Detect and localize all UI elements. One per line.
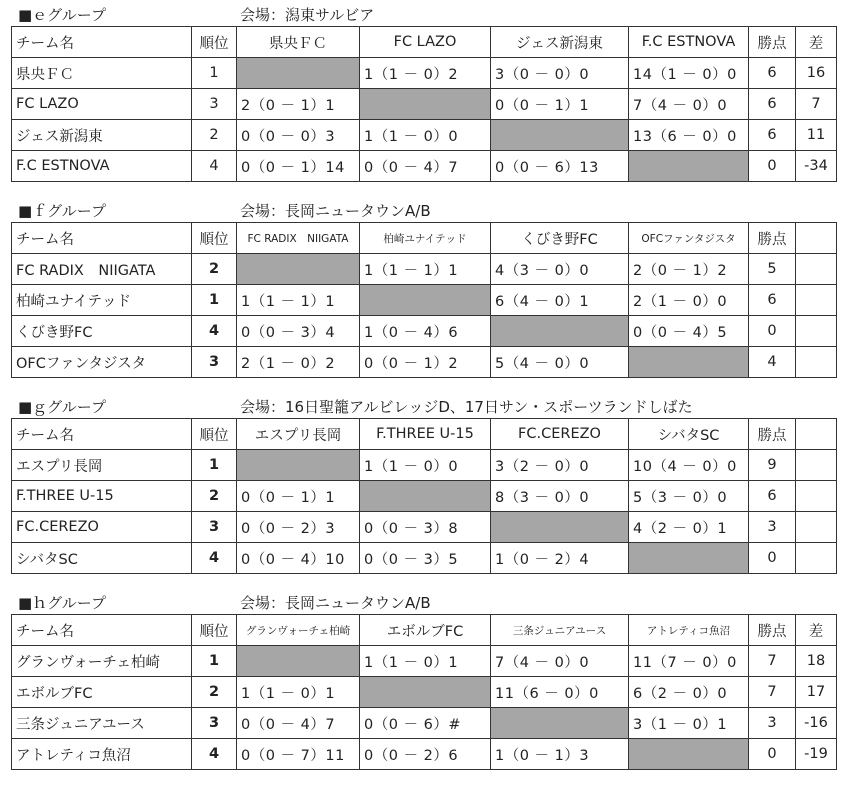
score-cell: 7（4 － 0）0: [491, 646, 629, 677]
score-cell: 0（0 － 4）7: [360, 151, 491, 182]
rank-cell: 4: [192, 151, 237, 182]
column-header: FC RADIX NIIGATA: [237, 223, 360, 254]
rank-cell: 4: [192, 316, 237, 347]
points-cell: 7: [749, 646, 796, 677]
standings-table: [11, 418, 837, 574]
points-cell: 6: [749, 89, 796, 120]
score-cell: 0（0 － 6）#: [360, 708, 491, 739]
goal-diff-cell: [796, 285, 837, 316]
score-cell: 5（3 － 0）0: [629, 481, 749, 512]
rank-cell: 1: [192, 450, 237, 481]
column-header: F.C ESTNOVA: [629, 27, 749, 58]
column-header: ジェス新潟東: [491, 27, 629, 58]
self-match-cell: [360, 285, 491, 316]
self-match-cell: [491, 120, 629, 151]
column-header: チーム名: [12, 223, 192, 254]
score-cell: 6（2 － 0）0: [629, 677, 749, 708]
table-row: [12, 151, 837, 182]
rank-cell: 1: [192, 58, 237, 89]
goal-diff-cell: [796, 347, 837, 378]
goal-diff-cell: [796, 543, 837, 574]
score-cell: 2（1 － 0）2: [237, 347, 360, 378]
score-cell: 1（1 － 0）0: [360, 450, 491, 481]
points-cell: 9: [749, 450, 796, 481]
self-match-cell: [360, 89, 491, 120]
score-cell: 4（3 － 0）0: [491, 254, 629, 285]
points-cell: 7: [749, 677, 796, 708]
self-match-cell: [629, 739, 749, 770]
score-cell: 0（0 － 3）5: [360, 543, 491, 574]
column-header: 差: [796, 27, 837, 58]
score-cell: 2（1 － 0）0: [629, 285, 749, 316]
team-name: FC LAZO: [12, 89, 192, 120]
goal-diff-cell: -19: [796, 739, 837, 770]
score-cell: 0（0 － 2）6: [360, 739, 491, 770]
goal-diff-cell: -16: [796, 708, 837, 739]
score-cell: 11（7 － 0）0: [629, 646, 749, 677]
column-header: [796, 223, 837, 254]
self-match-cell: [491, 316, 629, 347]
column-header: F.THREE U-15: [360, 419, 491, 450]
table-header-row: [12, 615, 837, 646]
score-cell: 0（0 － 1）1: [491, 89, 629, 120]
group-header: [0, 394, 864, 416]
points-cell: 0: [749, 543, 796, 574]
table-row: [12, 677, 837, 708]
column-header: チーム名: [12, 615, 192, 646]
table-header-row: [12, 223, 837, 254]
self-match-cell: [360, 481, 491, 512]
self-match-cell: [237, 254, 360, 285]
score-cell: 3（2 － 0）0: [491, 450, 629, 481]
score-cell: 1（0 － 4）6: [360, 316, 491, 347]
venue-label: 会場：潟東サルビア: [240, 6, 375, 24]
goal-diff-cell: [796, 254, 837, 285]
table-row: [12, 450, 837, 481]
score-cell: 10（4 － 0）0: [629, 450, 749, 481]
group-label: ■ｈグループ: [18, 594, 106, 612]
team-name: 柏崎ユナイテッド: [12, 285, 192, 316]
group-header: [0, 590, 864, 612]
rank-cell: 2: [192, 120, 237, 151]
column-header: 勝点: [749, 615, 796, 646]
self-match-cell: [629, 151, 749, 182]
group-header: [0, 198, 864, 220]
team-name: エスプリ長岡: [12, 450, 192, 481]
team-name: F.THREE U-15: [12, 481, 192, 512]
group-label: ■ｇグループ: [18, 398, 106, 416]
rank-cell: 3: [192, 347, 237, 378]
group-header: [0, 2, 864, 24]
score-cell: 7（4 － 0）0: [629, 89, 749, 120]
table-row: [12, 512, 837, 543]
column-header: 勝点: [749, 27, 796, 58]
column-header: くびき野FC: [491, 223, 629, 254]
team-name: FC RADIX NIIGATA: [12, 254, 192, 285]
column-header: 勝点: [749, 419, 796, 450]
score-cell: 4（2 － 0）1: [629, 512, 749, 543]
score-cell: 0（0 － 4）5: [629, 316, 749, 347]
score-cell: 8（3 － 0）0: [491, 481, 629, 512]
column-header: 勝点: [749, 223, 796, 254]
score-cell: 6（4 － 0）1: [491, 285, 629, 316]
self-match-cell: [237, 646, 360, 677]
table-row: [12, 89, 837, 120]
rank-cell: 3: [192, 89, 237, 120]
column-header: 三条ジュニアユース: [491, 615, 629, 646]
rank-cell: 2: [192, 481, 237, 512]
score-cell: 11（6 － 0）0: [491, 677, 629, 708]
table-row: [12, 254, 837, 285]
standings-table: [11, 614, 837, 770]
team-name: くびき野FC: [12, 316, 192, 347]
score-cell: 14（1 － 0）0: [629, 58, 749, 89]
points-cell: 6: [749, 58, 796, 89]
score-cell: 2（0 － 1）1: [237, 89, 360, 120]
column-header: 県央ＦＣ: [237, 27, 360, 58]
score-cell: 1（1 － 0）1: [360, 646, 491, 677]
score-cell: 0（0 － 4）10: [237, 543, 360, 574]
rank-cell: 4: [192, 543, 237, 574]
self-match-cell: [491, 512, 629, 543]
rank-cell: 3: [192, 708, 237, 739]
venue-label: 会場：長岡ニュータウンA/B: [240, 202, 431, 220]
points-cell: 5: [749, 254, 796, 285]
team-name: 三条ジュニアユース: [12, 708, 192, 739]
column-header: 順位: [192, 223, 237, 254]
rank-cell: 1: [192, 646, 237, 677]
score-cell: 1（1 － 0）2: [360, 58, 491, 89]
score-cell: 1（1 － 0）1: [237, 677, 360, 708]
rank-cell: 4: [192, 739, 237, 770]
venue-label: 会場：16日聖籠アルビレッジD、17日サン・スポーツランドしばた: [240, 398, 693, 416]
table-row: [12, 347, 837, 378]
score-cell: 0（0 － 1）1: [237, 481, 360, 512]
score-cell: 5（4 － 0）0: [491, 347, 629, 378]
column-header: 柏崎ユナイテッド: [360, 223, 491, 254]
team-name: シバタSC: [12, 543, 192, 574]
score-cell: 1（1 － 0）0: [360, 120, 491, 151]
column-header: [796, 419, 837, 450]
table-row: [12, 708, 837, 739]
team-name: ジェス新潟東: [12, 120, 192, 151]
points-cell: 0: [749, 739, 796, 770]
standings-table: [11, 26, 837, 182]
table-row: [12, 316, 837, 347]
team-name: エボルブFC: [12, 677, 192, 708]
rank-cell: 2: [192, 677, 237, 708]
points-cell: 0: [749, 151, 796, 182]
score-cell: 0（0 － 3）4: [237, 316, 360, 347]
table-row: [12, 739, 837, 770]
table-row: [12, 285, 837, 316]
score-cell: 0（0 － 2）3: [237, 512, 360, 543]
points-cell: 4: [749, 347, 796, 378]
goal-diff-cell: [796, 512, 837, 543]
score-cell: 0（0 － 6）13: [491, 151, 629, 182]
score-cell: 0（0 － 0）3: [237, 120, 360, 151]
goal-diff-cell: 7: [796, 89, 837, 120]
team-name: FC.CEREZO: [12, 512, 192, 543]
goal-diff-cell: [796, 450, 837, 481]
score-cell: 0（0 － 4）7: [237, 708, 360, 739]
team-name: F.C ESTNOVA: [12, 151, 192, 182]
team-name: グランヴォーチェ柏崎: [12, 646, 192, 677]
column-header: エスプリ長岡: [237, 419, 360, 450]
table-row: [12, 58, 837, 89]
team-name: アトレティコ魚沼: [12, 739, 192, 770]
self-match-cell: [360, 677, 491, 708]
self-match-cell: [629, 543, 749, 574]
column-header: 差: [796, 615, 837, 646]
goal-diff-cell: 18: [796, 646, 837, 677]
score-cell: 1（0 － 1）3: [491, 739, 629, 770]
goal-diff-cell: 11: [796, 120, 837, 151]
venue-label: 会場：長岡ニュータウンA/B: [240, 594, 431, 612]
score-cell: 13（6 － 0）0: [629, 120, 749, 151]
points-cell: 3: [749, 708, 796, 739]
self-match-cell: [237, 450, 360, 481]
goal-diff-cell: -34: [796, 151, 837, 182]
column-header: FC LAZO: [360, 27, 491, 58]
column-header: チーム名: [12, 27, 192, 58]
column-header: グランヴォーチェ柏崎: [237, 615, 360, 646]
score-cell: 1（0 － 2）4: [491, 543, 629, 574]
points-cell: 6: [749, 285, 796, 316]
points-cell: 6: [749, 481, 796, 512]
column-header: OFCファンタジスタ: [629, 223, 749, 254]
score-cell: 1（1 － 1）1: [237, 285, 360, 316]
points-cell: 0: [749, 316, 796, 347]
score-cell: 0（0 － 1）2: [360, 347, 491, 378]
rank-cell: 3: [192, 512, 237, 543]
column-header: 順位: [192, 419, 237, 450]
column-header: チーム名: [12, 419, 192, 450]
goal-diff-cell: 16: [796, 58, 837, 89]
team-name: 県央ＦＣ: [12, 58, 192, 89]
column-header: 順位: [192, 615, 237, 646]
team-name: OFCファンタジスタ: [12, 347, 192, 378]
column-header: エボルブFC: [360, 615, 491, 646]
score-cell: 2（0 － 1）2: [629, 254, 749, 285]
table-header-row: [12, 419, 837, 450]
score-cell: 0（0 － 7）11: [237, 739, 360, 770]
column-header: アトレティコ魚沼: [629, 615, 749, 646]
score-cell: 0（0 － 3）8: [360, 512, 491, 543]
rank-cell: 2: [192, 254, 237, 285]
table-row: [12, 543, 837, 574]
goal-diff-cell: 17: [796, 677, 837, 708]
self-match-cell: [629, 347, 749, 378]
column-header: 順位: [192, 27, 237, 58]
table-row: [12, 481, 837, 512]
self-match-cell: [237, 58, 360, 89]
column-header: シバタSC: [629, 419, 749, 450]
standings-table: [11, 222, 837, 378]
table-row: [12, 120, 837, 151]
points-cell: 6: [749, 120, 796, 151]
score-cell: 1（1 － 1）1: [360, 254, 491, 285]
group-label: ■ｆグループ: [18, 202, 106, 220]
self-match-cell: [491, 708, 629, 739]
column-header: FC.CEREZO: [491, 419, 629, 450]
table-header-row: [12, 27, 837, 58]
rank-cell: 1: [192, 285, 237, 316]
table-row: [12, 646, 837, 677]
score-cell: 3（0 － 0）0: [491, 58, 629, 89]
score-cell: 3（1 － 0）1: [629, 708, 749, 739]
group-label: ■ｅグループ: [18, 6, 106, 24]
points-cell: 3: [749, 512, 796, 543]
score-cell: 0（0 － 1）14: [237, 151, 360, 182]
goal-diff-cell: [796, 316, 837, 347]
goal-diff-cell: [796, 481, 837, 512]
